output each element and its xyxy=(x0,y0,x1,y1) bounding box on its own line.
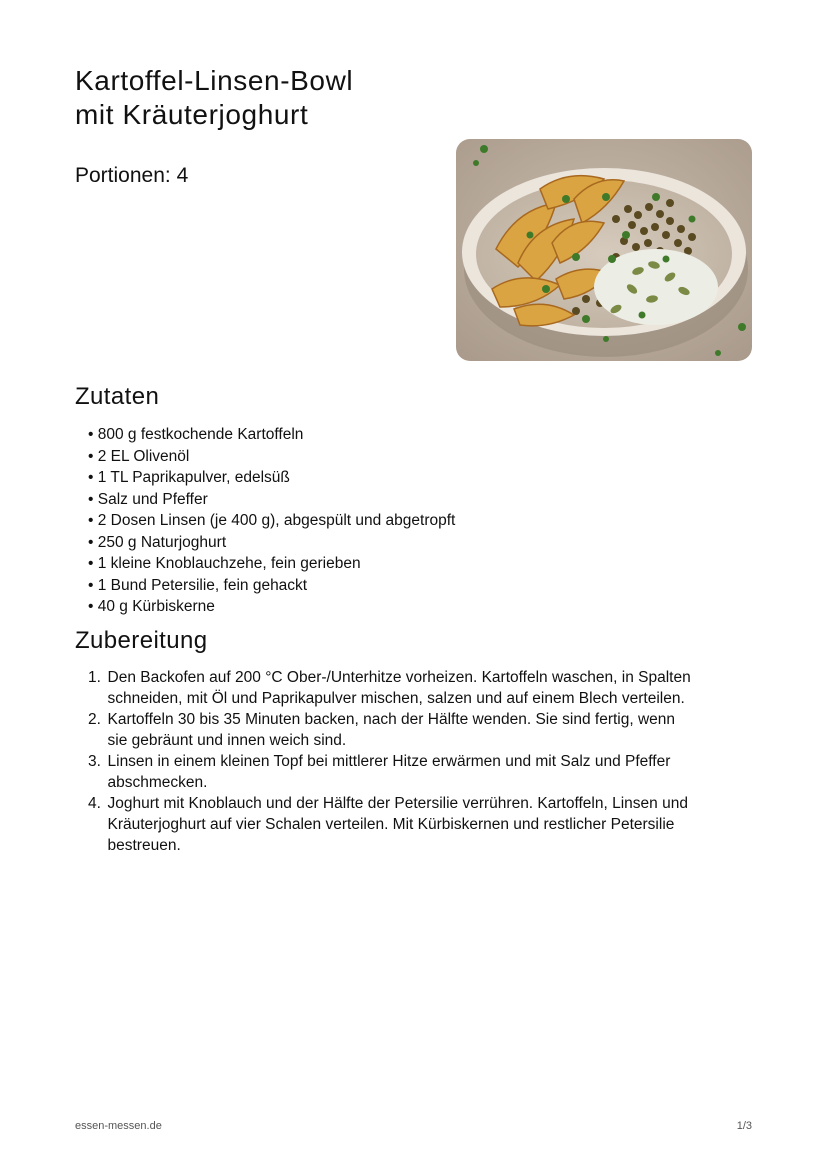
step-text-line: Den Backofen auf 200 °C Ober-/Unterhitze vorheizen. Kartoffeln waschen, in Spalten xyxy=(107,669,691,686)
preparation-step xyxy=(88,751,758,793)
ingredient-item: • 1 TL Paprikapulver, edelsüß xyxy=(88,467,688,489)
ingredient-item: • 250 g Naturjoghurt xyxy=(88,532,688,554)
ingredient-item: • 2 Dosen Linsen (je 400 g), abgespült und abgetropft xyxy=(88,510,688,532)
step-number: 4. xyxy=(88,795,101,812)
recipe-title-line-2: mit Kräuterjoghurt xyxy=(75,99,309,130)
preparation-step xyxy=(88,667,758,709)
preparation-step xyxy=(88,709,758,751)
recipe-title-line-1: Kartoffel-Linsen-Bowl xyxy=(75,65,354,96)
ingredient-item: • 2 EL Olivenöl xyxy=(88,446,688,468)
recipe-title xyxy=(75,64,435,132)
step-text-line: Kräuterjoghurt auf vier Schalen verteilen. Mit Kürbiskernen und restlicher Petersilie xyxy=(107,816,675,833)
step-number: 2. xyxy=(88,711,101,728)
ingredient-item: • 1 Bund Petersilie, fein gehackt xyxy=(88,575,688,597)
dish-photo xyxy=(456,139,752,361)
ingredient-item: • 40 g Kürbiskerne xyxy=(88,596,688,618)
preparation-steps xyxy=(88,667,758,856)
ingredient-item: • 1 kleine Knoblauchzehe, fein gerieben xyxy=(88,553,688,575)
dish-illustration xyxy=(456,139,752,361)
preparation-heading: Zubereitung xyxy=(75,627,208,654)
ingredient-item: • 800 g festkochende Kartoffeln xyxy=(88,424,688,446)
step-text-line: schneiden, mit Öl und Paprikapulver mischen, salzen und auf einem Blech verteilen. xyxy=(107,690,685,707)
ingredients-heading: Zutaten xyxy=(75,383,160,410)
ingredients-list xyxy=(88,424,688,618)
step-text-line: sie gebräunt und innen weich sind. xyxy=(107,732,347,749)
portions-label: Portionen: 4 xyxy=(75,164,189,187)
step-text-line: bestreuen. xyxy=(107,837,181,854)
step-text-line: Joghurt mit Knoblauch und der Hälfte der Petersilie verrühren. Kartoffeln, Linsen und xyxy=(107,795,688,812)
step-number: 3. xyxy=(88,753,101,770)
step-text-line: abschmecken. xyxy=(107,774,208,791)
step-text-line: Kartoffeln 30 bis 35 Minuten backen, nach der Hälfte wenden. Sie sind fertig, wenn xyxy=(107,711,676,728)
ingredient-item: • Salz und Pfeffer xyxy=(88,489,688,511)
footer-site: essen-messen.de xyxy=(75,1120,162,1132)
step-text-line: Linsen in einem kleinen Topf bei mittlerer Hitze erwärmen und mit Salz und Pfeffer xyxy=(107,753,671,770)
step-number: 1. xyxy=(88,669,101,686)
footer-page-number: 1/3 xyxy=(736,1120,752,1132)
preparation-step xyxy=(88,793,758,856)
